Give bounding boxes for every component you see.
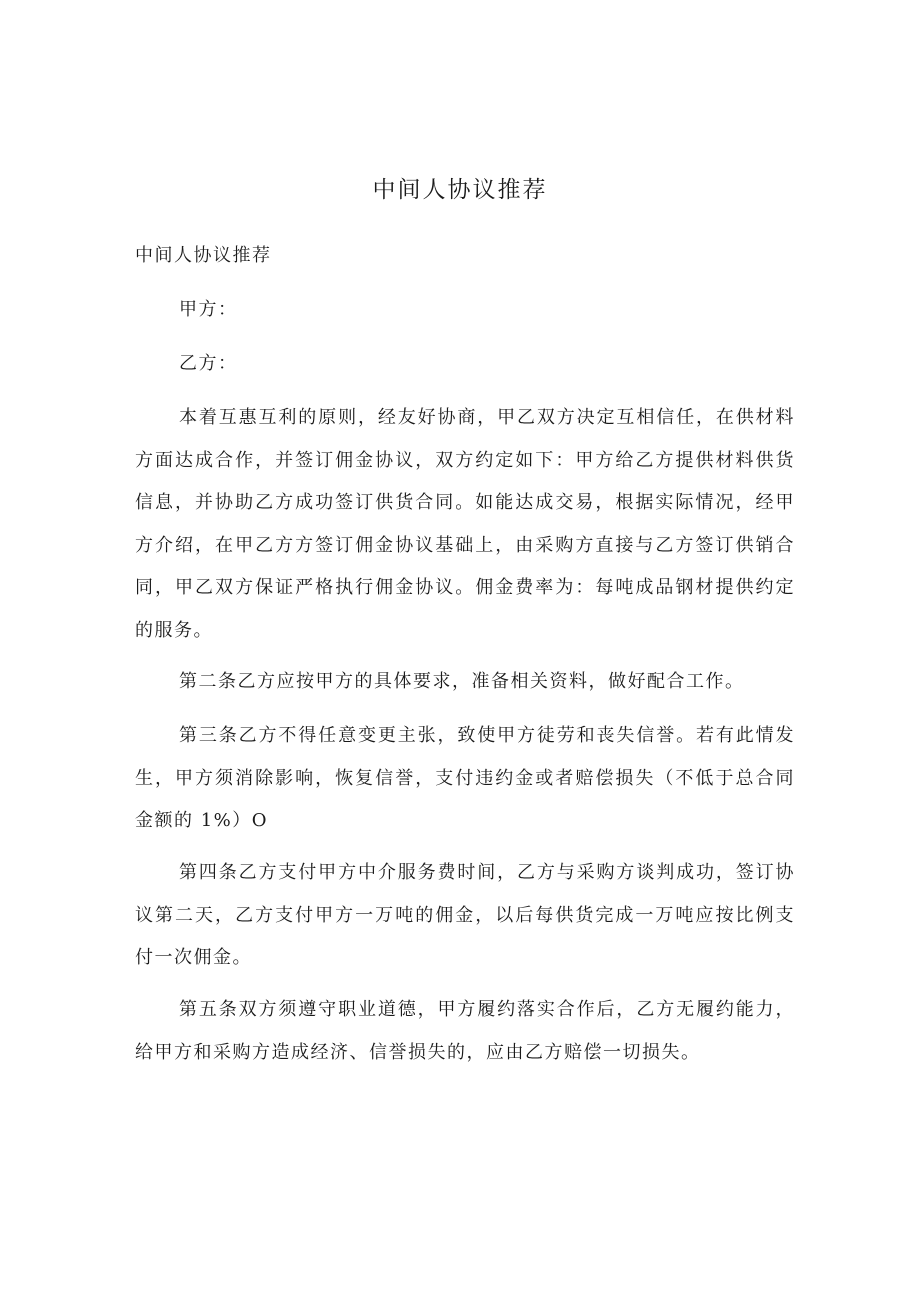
clause-3-paragraph: 第三条乙方不得任意变更主张，致使甲方徒劳和丧失信誉。若有此情发生，甲方须消除影响，恢复信誉，支付违约金或者赔偿损失（不低于总合同金额的 1%）O [135,725,795,831]
intro-paragraph: 本着互惠互利的原则，经友好协商，甲乙双方决定互相信任，在供材料方面达成合作，并签订佣金协议，双方约定如下：甲方给乙方提供材料供货信息，并协助乙方成功签订供货合同。如能达成交易，根据实际情况，经甲方介绍，在甲乙方方签订佣金协议基础上，由采购方直接与乙方签订供销合同，甲乙双方保证严格执行佣金协议。佣金费率为：每吨成品钢材提供约定的服务。 [135,407,795,641]
document-subtitle: 中间人协议推荐 [135,245,272,266]
party-a-label: 甲方： [179,299,238,320]
document-title: 中间人协议推荐 [372,177,548,203]
clause-2-paragraph: 第二条乙方应按甲方的具体要求，准备相关资料，做好配合工作。 [179,671,745,692]
party-b-label: 乙方： [179,353,238,374]
clause-5-paragraph: 第五条双方须遵守职业道德，甲方履约落实合作后，乙方无履约能力，给甲方和采购方造成经济、信誉损失的，应由乙方赔偿一切损失。 [135,999,795,1063]
clause-4-paragraph: 第四条乙方支付甲方中介服务费时间，乙方与采购方谈判成功，签订协议第二天，乙方支付甲方一万吨的佣金，以后每供货完成一万吨应按比例支付一次佣金。 [135,862,795,968]
